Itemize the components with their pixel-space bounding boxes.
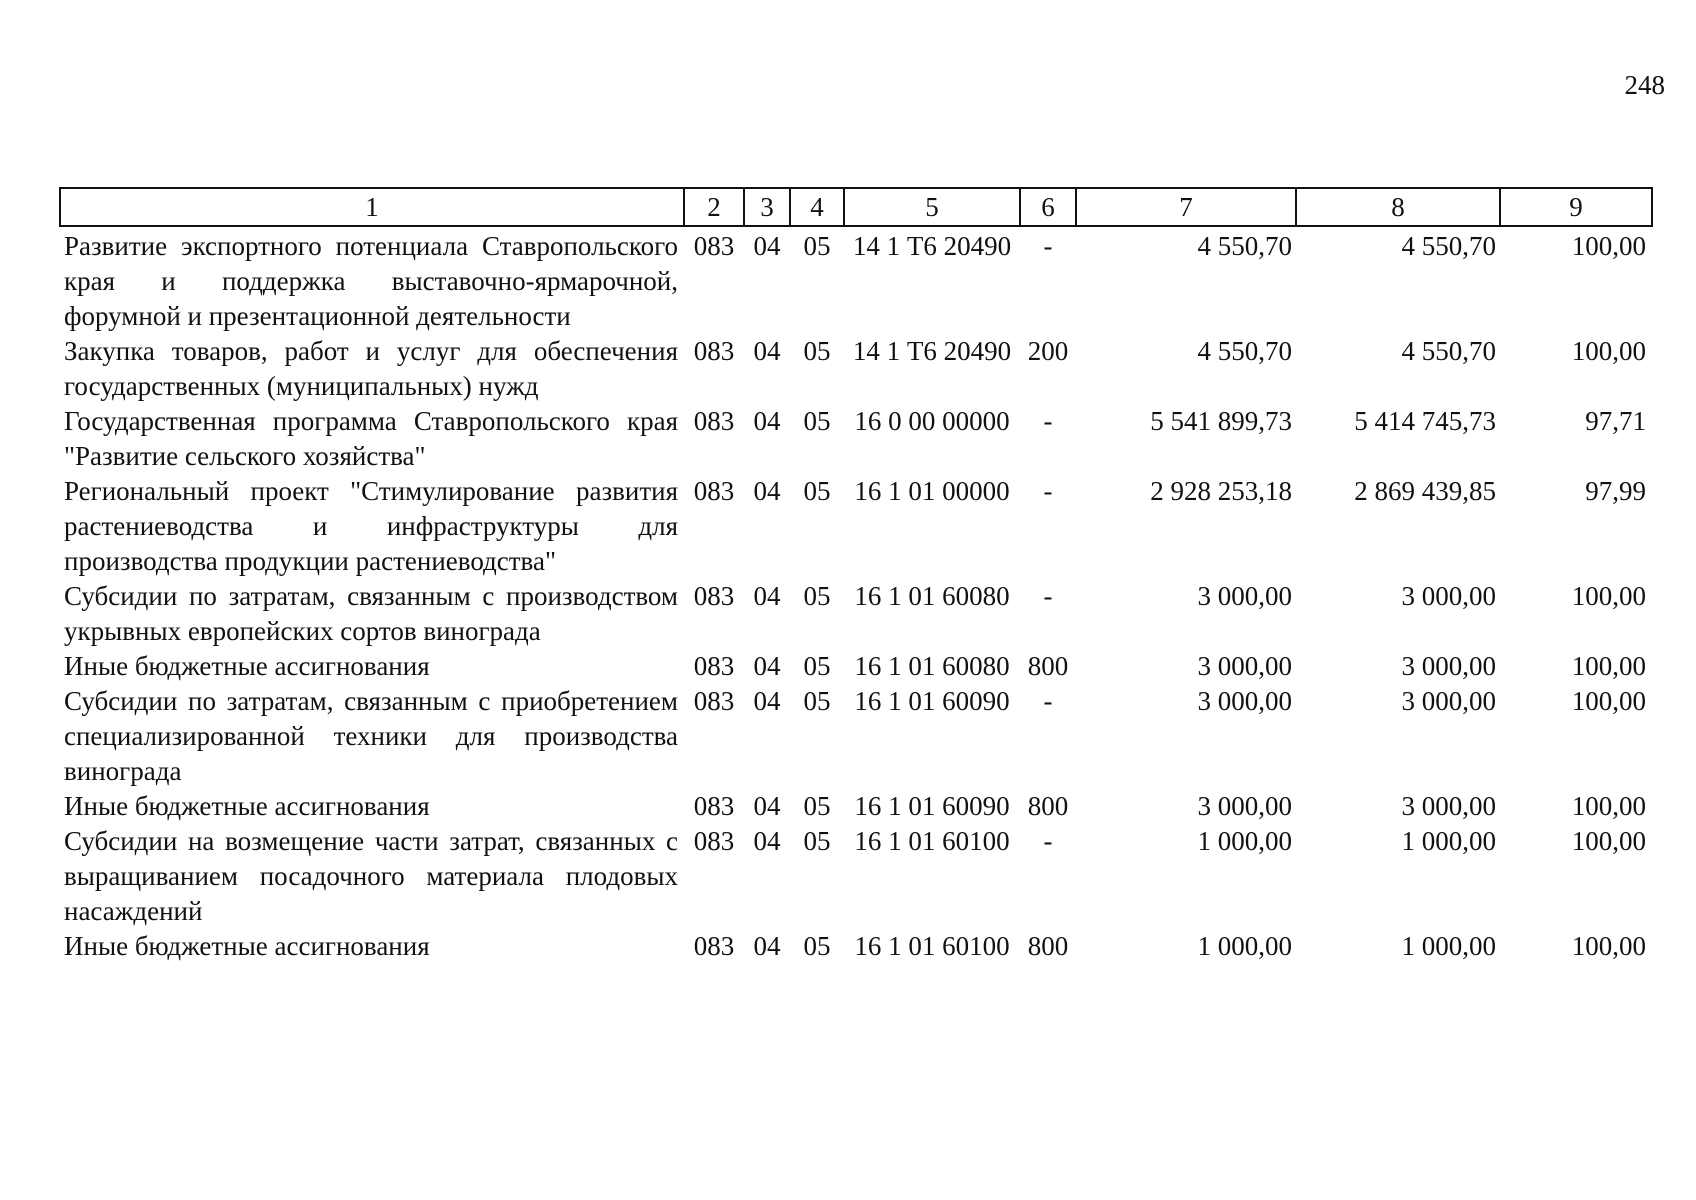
table-row	[60, 226, 1652, 334]
ministry-code: 083	[693, 686, 735, 716]
expense-type-code: 800	[1027, 791, 1069, 821]
executed-amount: 5 414 745,73	[1354, 406, 1496, 436]
table-row	[60, 579, 1652, 649]
planned-amount: 4 550,70	[1197, 336, 1292, 366]
table-row	[60, 474, 1652, 579]
section-code: 04	[753, 651, 781, 681]
planned-amount: 2 928 253,18	[1150, 476, 1292, 506]
planned-amount: 4 550,70	[1197, 231, 1292, 261]
header-cell: 5	[844, 188, 1020, 226]
execution-percent: 100,00	[1571, 581, 1646, 611]
executed-amount: 1 000,00	[1401, 826, 1496, 856]
executed-amount: 3 000,00	[1401, 581, 1496, 611]
planned-amount: 3 000,00	[1197, 651, 1292, 681]
expense-type-code: -	[1043, 581, 1053, 611]
page-number: 248	[1624, 70, 1665, 100]
planned-amount: 1 000,00	[1197, 826, 1292, 856]
ministry-code: 083	[693, 581, 735, 611]
header-row	[60, 188, 1652, 226]
execution-percent: 97,71	[1585, 406, 1646, 436]
table-row	[60, 929, 1652, 964]
row-name: Иные бюджетные ассигнования	[64, 651, 430, 681]
expense-type-code: -	[1043, 231, 1053, 261]
planned-amount: 5 541 899,73	[1150, 406, 1292, 436]
expense-type-code: -	[1043, 406, 1053, 436]
planned-amount: 3 000,00	[1197, 686, 1292, 716]
ministry-code: 083	[693, 791, 735, 821]
execution-percent: 100,00	[1571, 231, 1646, 261]
row-name: Региональный проект "Стимулирование развития растениеводства и инфраструктуры для производства продукции растениеводства"	[64, 476, 678, 576]
section-code: 04	[753, 826, 781, 856]
target-article-code: 14 1 Т6 20490	[852, 336, 1012, 366]
executed-amount: 4 550,70	[1401, 231, 1496, 261]
section-code: 04	[753, 406, 781, 436]
target-article-code: 16 1 01 60100	[854, 931, 1010, 961]
table-row	[60, 404, 1652, 474]
planned-amount: 3 000,00	[1197, 791, 1292, 821]
section-code: 04	[753, 581, 781, 611]
ministry-code: 083	[693, 231, 735, 261]
execution-percent: 97,99	[1585, 476, 1646, 506]
section-code: 04	[753, 686, 781, 716]
target-article-code: 16 1 01 00000	[854, 476, 1010, 506]
executed-amount: 3 000,00	[1401, 791, 1496, 821]
execution-percent: 100,00	[1571, 686, 1646, 716]
expense-type-code: -	[1043, 476, 1053, 506]
execution-percent: 100,00	[1571, 931, 1646, 961]
subsection-code: 05	[803, 931, 831, 961]
subsection-code: 05	[803, 686, 831, 716]
expense-type-code: -	[1043, 826, 1053, 856]
section-code: 04	[753, 231, 781, 261]
header-cell: 8	[1296, 188, 1500, 226]
executed-amount: 3 000,00	[1401, 651, 1496, 681]
ministry-code: 083	[693, 476, 735, 506]
target-article-code: 16 0 00 00000	[854, 406, 1010, 436]
row-name: Развитие экспортного потенциала Ставропольского края и поддержка выставочно-ярмарочной, форумной и презентационной деятельности	[64, 231, 678, 331]
executed-amount: 4 550,70	[1401, 336, 1496, 366]
subsection-code: 05	[803, 581, 831, 611]
target-article-code: 14 1 Т6 20490	[852, 231, 1012, 261]
execution-percent: 100,00	[1571, 336, 1646, 366]
table-row	[60, 824, 1652, 929]
subsection-code: 05	[803, 791, 831, 821]
ministry-code: 083	[693, 651, 735, 681]
expense-type-code: -	[1043, 686, 1053, 716]
subsection-code: 05	[803, 651, 831, 681]
row-name: Иные бюджетные ассигнования	[64, 931, 430, 961]
table-body	[60, 226, 1652, 964]
section-code: 04	[753, 476, 781, 506]
executed-amount: 1 000,00	[1401, 931, 1496, 961]
row-name: Субсидии на возмещение части затрат, связанных с выращиванием посадочного материала плодовых насаждений	[64, 826, 678, 926]
execution-percent: 100,00	[1571, 651, 1646, 681]
planned-amount: 1 000,00	[1197, 931, 1292, 961]
header-cell: 6	[1020, 188, 1076, 226]
row-name: Государственная программа Ставропольского края "Развитие сельского хозяйства"	[64, 406, 678, 471]
header-cell: 4	[790, 188, 844, 226]
subsection-code: 05	[803, 406, 831, 436]
target-article-code: 16 1 01 60090	[854, 791, 1010, 821]
budget-table	[59, 187, 1653, 964]
expense-type-code: 800	[1027, 651, 1069, 681]
row-name: Иные бюджетные ассигнования	[64, 791, 430, 821]
table-row	[60, 649, 1652, 684]
ministry-code: 083	[693, 336, 735, 366]
table-row	[60, 684, 1652, 789]
target-article-code: 16 1 01 60080	[854, 651, 1010, 681]
planned-amount: 3 000,00	[1197, 581, 1292, 611]
header-cell: 3	[744, 188, 790, 226]
ministry-code: 083	[693, 406, 735, 436]
execution-percent: 100,00	[1571, 826, 1646, 856]
expense-type-code: 800	[1027, 931, 1069, 961]
section-code: 04	[753, 931, 781, 961]
subsection-code: 05	[803, 826, 831, 856]
header-cell: 2	[684, 188, 744, 226]
section-code: 04	[753, 336, 781, 366]
row-name: Закупка товаров, работ и услуг для обеспечения государственных (муниципальных) нужд	[64, 336, 678, 401]
subsection-code: 05	[803, 231, 831, 261]
ministry-code: 083	[693, 931, 735, 961]
row-name: Субсидии по затратам, связанным с приобретением специализированной техники для производства винограда	[64, 686, 678, 786]
header-cell: 1	[60, 188, 684, 226]
subsection-code: 05	[803, 336, 831, 366]
executed-amount: 2 869 439,85	[1354, 476, 1496, 506]
expense-type-code: 200	[1027, 336, 1069, 366]
target-article-code: 16 1 01 60080	[854, 581, 1010, 611]
target-article-code: 16 1 01 60100	[854, 826, 1010, 856]
header-cell: 7	[1076, 188, 1296, 226]
header-cell: 9	[1500, 188, 1652, 226]
row-name: Субсидии по затратам, связанным с производством укрывных европейских сортов винограда	[64, 581, 678, 646]
target-article-code: 16 1 01 60090	[854, 686, 1010, 716]
executed-amount: 3 000,00	[1401, 686, 1496, 716]
table-row	[60, 789, 1652, 824]
section-code: 04	[753, 791, 781, 821]
subsection-code: 05	[803, 476, 831, 506]
ministry-code: 083	[693, 826, 735, 856]
execution-percent: 100,00	[1571, 791, 1646, 821]
table-row	[60, 334, 1652, 404]
